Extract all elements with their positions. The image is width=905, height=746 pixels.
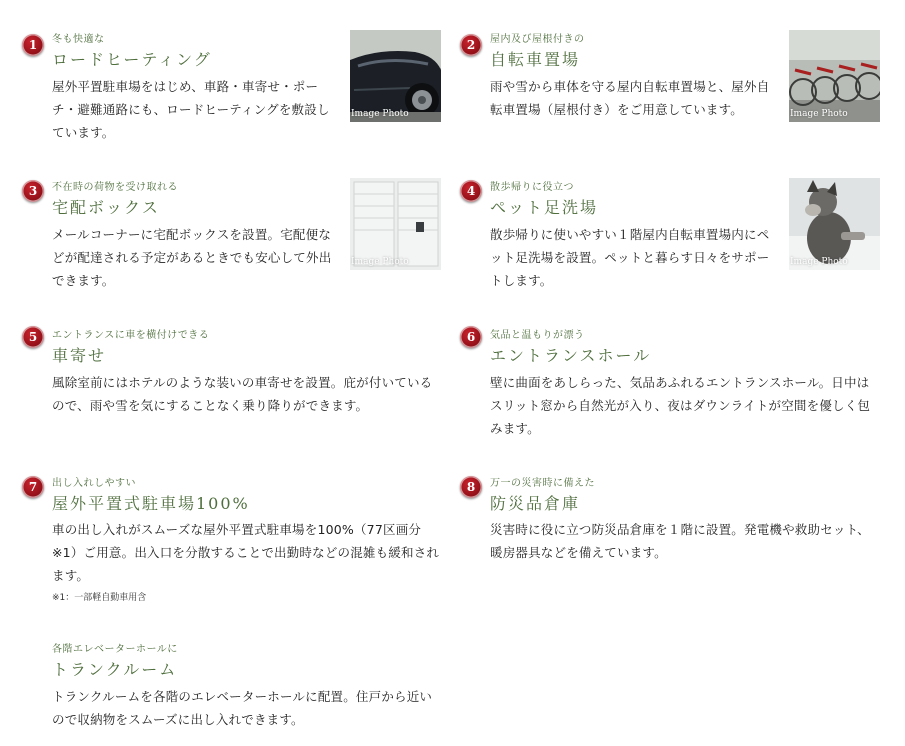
feature-title: ペット足洗場 [490,198,599,217]
feature-description: 屋外平置駐車場をはじめ、車路・車寄せ・ポーチ・避難通路にも、ロードヒーティングを敷設しています。 [52,79,330,140]
number-badge: 2 [460,34,482,56]
feature-description: 雨や雪から車体を守る屋内自転車置場と、屋外自転車置場（屋根付き）をご用意しています。 [490,79,770,117]
feature-description: 散歩帰りに使いやすい１階屋内自転車置場内にペット足洗場を設置。ペットと暮らす日々をサポートします。 [490,227,770,288]
photo-caption: Image Photo [790,109,848,119]
feature-subtitle: 気品と温もりが漂う [490,330,585,341]
feature-title: 車寄せ [52,346,107,365]
footnote: ※1：一部軽自動車用含 [52,593,147,603]
delivery-box-photo [350,178,441,270]
number-badge: 3 [22,180,44,202]
feature-description: トランクルームを各階のエレベーターホールに配置。住戸から近いので収納物をスムーズに出し入れできます。 [52,689,433,727]
number-badge: 1 [22,34,44,56]
feature-subtitle: 出し入れしやすい [52,478,136,489]
feature-title: トランクルーム [52,660,178,679]
feature-subtitle: 屋内及び屋根付きの [490,34,585,45]
feature-title: ロードヒーティング [52,50,212,69]
number-badge: 8 [460,476,482,498]
feature-title: 屋外平置式駐車場100% [52,494,250,513]
photo-caption: Image Photo [351,257,409,267]
feature-subtitle: 散歩帰りに役立つ [490,182,574,193]
photo-caption: Image Photo [351,109,409,119]
feature-subtitle: 不在時の荷物を受け取れる [52,182,178,193]
feature-description: メールコーナーに宅配ボックスを設置。宅配便などが配達される予定があるときでも安心して外出できます。 [52,227,332,288]
car-photo [350,30,441,122]
feature-subtitle: 各階エレベーターホールに [52,644,178,655]
feature-title: エントランスホール [490,346,652,365]
feature-subtitle: エントランスに車を横付けできる [52,330,210,341]
number-badge: 4 [460,180,482,202]
feature-title: 宅配ボックス [52,198,160,217]
bicycle-photo [789,30,880,122]
feature-description: 車の出し入れがスムーズな屋外平置式駐車場を100%（77区画分※1）ご用意。出入口を分散することで出勤時などの混雑も緩和されます。 [52,522,440,583]
photo-caption: Image Photo [790,257,848,267]
feature-subtitle: 万一の災害時に備えた [490,478,595,489]
feature-description: 風除室前にはホテルのような装いの車寄せを設置。庇が付いているので、雨や雪を気にすることなく乗り降りができます。 [52,375,433,413]
number-badge: 5 [22,326,44,348]
number-badge: 7 [22,476,44,498]
feature-description: 壁に曲面をあしらった、気品あふれるエントランスホール。日中はスリット窓から自然光が入り、夜はダウンライトが空間を優しく包みます。 [490,375,871,436]
feature-description: 災害時に役に立つ防災品倉庫を１階に設置。発電機や救助セット、暖房器具などを備えています。 [490,522,870,560]
feature-title: 防災品倉庫 [490,494,581,513]
dog-photo [789,178,880,270]
feature-subtitle: 冬も快適な [52,34,105,45]
number-badge: 6 [460,326,482,348]
feature-title: 自転車置場 [490,50,581,69]
